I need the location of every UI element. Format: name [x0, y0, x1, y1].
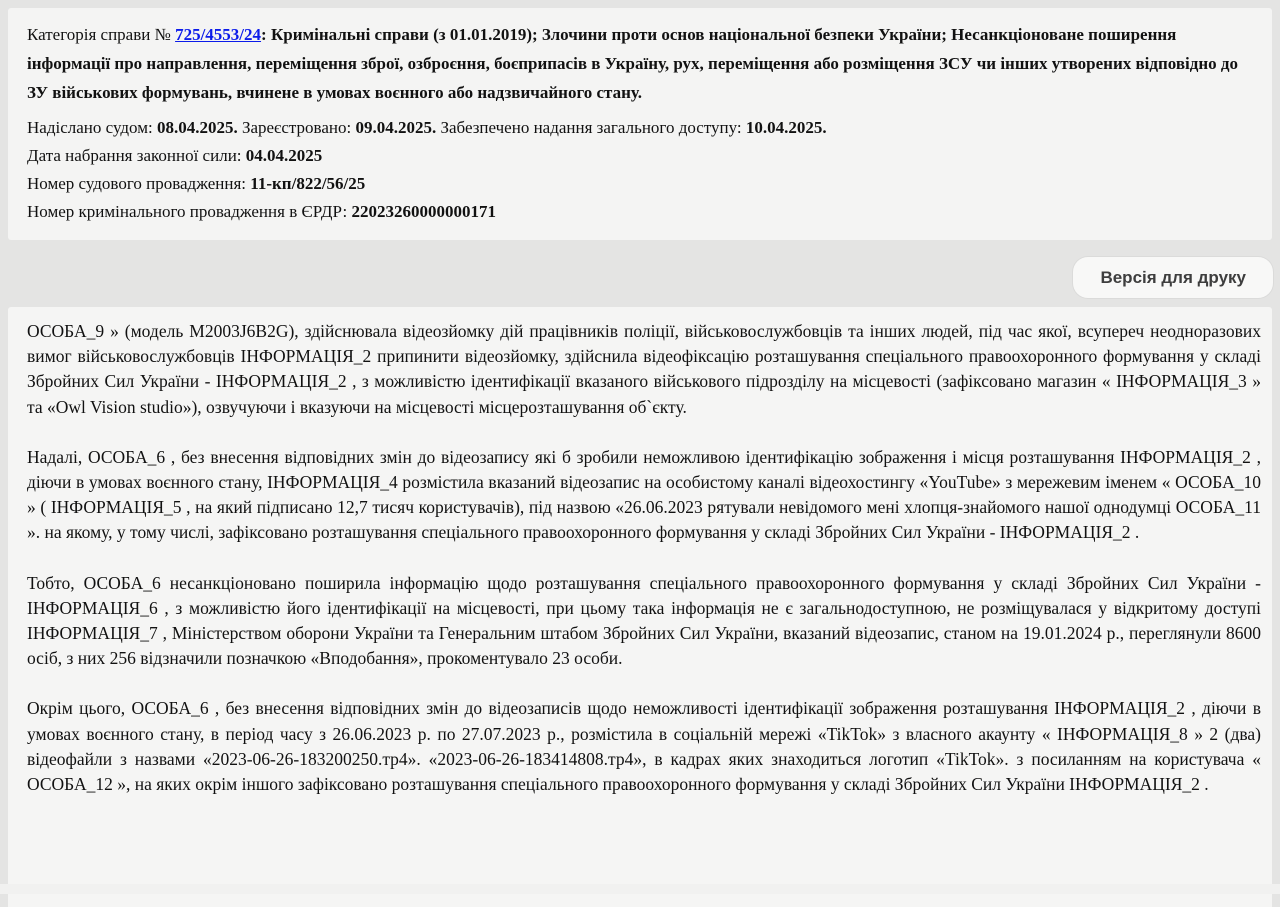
document-paragraph: Окрім цього, ОСОБА_6 , без внесення відповідних змін до відеозаписів щодо неможливості ідентифікації зображення розташування ІНФОРМАЦІЯ_2 , діючи в умовах воєнного стану, в період часу з 26.06.2023 р. по 27.07.2023 р., розмістила в соціальній мережі «TikTok» з власного акаунту « ІНФОРМАЦІЯ_8 » 2 (два) відеофайли з назвами «2023-06-26-183200250.тр4». «2023-06-26-183414808.тр4», в кадрах яких знаходиться логотип «TikTok». з посиланням на користувача « ОСОБА_12 », на яких окрім іншого зафіксовано розташування спеціального правоохоронного формування у складі Збройних Сил України ІНФОРМАЦІЯ_2 .: [27, 698, 1261, 795]
case-meta-line: [27, 114, 1252, 142]
document-body: [27, 319, 1261, 797]
case-meta-line: [27, 170, 1252, 198]
meta-value: 10.04.2025.: [745, 118, 827, 137]
meta-label: Зареєстровано:: [237, 118, 356, 137]
case-info-panel: [8, 8, 1272, 240]
case-category-label: Категорія справи №: [27, 25, 176, 44]
meta-value: 22023260000000171: [351, 202, 497, 221]
case-meta-line: [27, 142, 1252, 170]
meta-label: Дата набрання законної сили:: [27, 146, 246, 165]
meta-label: Забезпечено надання загального доступу:: [436, 118, 746, 137]
meta-value: 11-кп/822/56/25: [250, 174, 366, 193]
meta-label: Номер кримінального провадження в ЄРДР:: [27, 202, 352, 221]
document-paragraph: Тобто, ОСОБА_6 несанкціоновано поширила інформацію щодо розташування спеціального правоохоронного формування у складі Збройних Сил України - ІНФОРМАЦІЯ_6 , з можливістю його ідентифікації на місцевості, при цьому така інформація не є загальнодоступною, не розміщувалася у відкритому доступі ІНФОРМАЦІЯ_7 , Міністерством оборони України та Генеральним штабом Збройних Сил України, вказаний відеозапис, станом на 19.01.2024 р., переглянули 8600 осіб, з них 256 відзначили позначкою «Вподобання», прокоментувало 23 особи.: [27, 572, 1261, 669]
case-category: [27, 20, 1252, 107]
document-paragraph: Надалі, ОСОБА_6 , без внесення відповідних змін до відеозапису які б зробили неможливою ідентифікацію зображення і місця розташування ІНФОРМАЦІЯ_2 , діючи в умовах воєнного стану, ІНФОРМАЦІЯ_4 розмістила вказаний відеозапис на особистому каналі відеохостингу «YouTube» з мережевим іменем « ОСОБА_10 » ( ІНФОРМАЦІЯ_5 , на який підписано 12,7 тисяч користувачів), під назвою «26.06.2023 рятували невідомого мені хлопця-знайомого нашої однодумці ОСОБА_11 ». на якому, у тому числі, зафіксовано розташування спеціального правоохоронного формування у складі Збройних Сил України - ІНФОРМАЦІЯ_2 .: [27, 446, 1261, 543]
case-meta-line: [27, 198, 1252, 226]
court-registry-page: [0, 8, 1280, 894]
case-number-link[interactable]: 725/4553/24: [175, 25, 262, 44]
document-paragraph: ОСОБА_9 » (модель M2003J6B2G), здійснювала відеозйомку дій працівників поліції, військовослужбовців та інших людей, під час якої, всупереч неодноразових вимог військовослужбовців ІНФОРМАЦІЯ_2 припинити відеозйомку, здійснила відеофіксацію розташування спеціального правоохоронного формування у складі Збройних Сил України - ІНФОРМАЦІЯ_2 , з можливістю ідентифікації вказаного військового підрозділу на місцевості (зафіксовано магазин « ІНФОРМАЦІЯ_3 » та «Owl Vision studio»), озвучуючи і вказуючи на місцевості місцерозташування об`єкту.: [27, 321, 1261, 417]
document-content: [8, 307, 1272, 907]
meta-value: 04.04.2025: [245, 146, 323, 165]
meta-value: 08.04.2025.: [156, 118, 238, 137]
meta-value: 09.04.2025.: [355, 118, 437, 137]
meta-label: Номер судового провадження:: [27, 174, 251, 193]
print-version-button[interactable]: Версія для друку: [1073, 257, 1273, 298]
case-meta-lines: [27, 114, 1252, 226]
case-category-text: : Кримінальні справи (з 01.01.2019); Злочини проти основ національної безпеки України; Несанкціоноване поширення інформації про направлення, переміщення зброї, озброєння, боєприпасів в Україну, рух, переміщення або розміщення ЗСУ чи інших утворених відповідно до ЗУ військових формувань, вчинене в умовах воєнного або надзвичайного стану.: [27, 25, 1239, 102]
meta-label: Надіслано судом:: [27, 118, 157, 137]
toolbar: [0, 240, 1280, 307]
